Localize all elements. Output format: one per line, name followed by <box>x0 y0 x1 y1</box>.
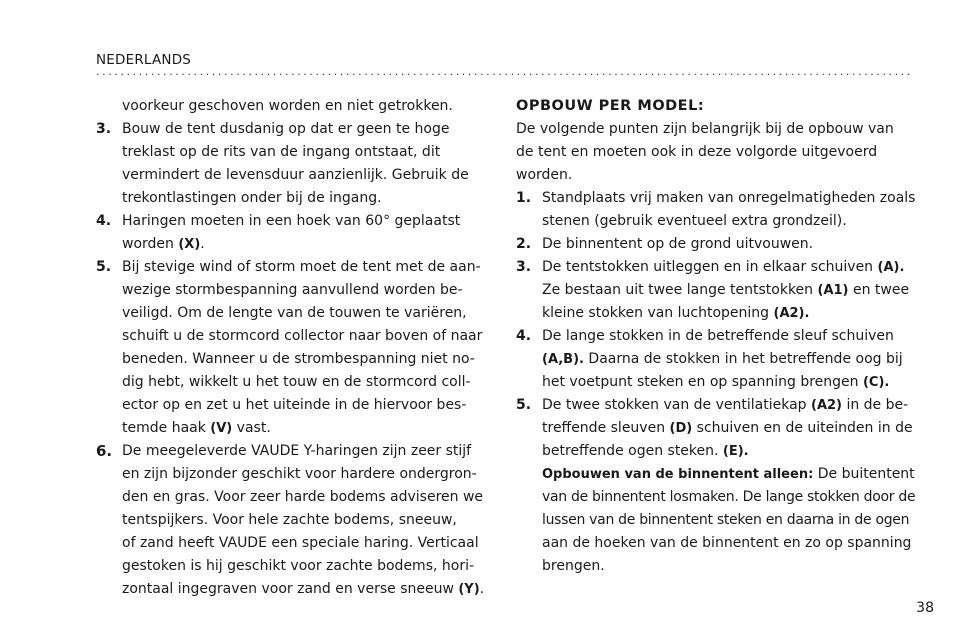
text-line <box>542 279 921 302</box>
text-line: Haringen moeten in een hoek van 60° geplaatst <box>122 213 461 229</box>
text-line: lussen van de binnentent steken en daarna in de ogen <box>542 512 910 528</box>
text-line: van de binnentent losmaken. De lange stokken door de <box>542 489 916 505</box>
item-number: 6. <box>96 442 113 460</box>
text-line: stenen (gebruik eventueel extra grondzeil). <box>542 213 847 229</box>
text-line: en zijn bijzonder geschikt voor hardere ondergron- <box>122 466 477 482</box>
text-run: kleine stokken van luchtopening <box>542 305 774 321</box>
intro-line: worden. <box>516 167 573 183</box>
list-item-3 <box>516 256 921 325</box>
text-run: en twee <box>848 282 910 298</box>
text-run: het voetpunt steken en op spanning brengen <box>542 374 863 390</box>
text-run: worden <box>122 236 179 252</box>
text-line: De binnentent op de grond uitvouwen. <box>542 236 814 252</box>
text-line: beneden. Wanneer u de strombespanning niet no- <box>122 351 475 367</box>
figure-reference: (A2). <box>773 306 810 321</box>
item-number: 5. <box>516 397 532 413</box>
text-line: veiligd. Om de lengte van de touwen te variëren, <box>122 305 467 321</box>
text-line: Standplaats vrij maken van onregelmatigheden zoals <box>542 190 916 206</box>
subheading-inline: Opbouwen van de binnentent alleen: <box>542 467 814 482</box>
text-run: Ze bestaan uit twee lange tentstokken <box>542 282 818 298</box>
text-line: aan de hoeken van de binnentent en zo op spanning <box>542 535 912 551</box>
text-run: De tentstokken uitleggen en in elkaar schuiven <box>542 259 878 275</box>
text-line: wezige stormbespanning aanvullend worden be- <box>122 282 463 298</box>
item-number: 4. <box>516 328 532 344</box>
text-line: of zand heeft VAUDE een speciale haring. Verticaal <box>122 535 479 551</box>
right-column <box>516 95 921 578</box>
text-line: gestoken is hij geschikt voor zachte bodems, hori- <box>122 558 475 574</box>
figure-reference: (Y) <box>458 582 480 597</box>
text-run: vast. <box>232 420 271 436</box>
text-run: betreffende ogen steken. <box>542 443 723 459</box>
text-line <box>542 302 921 325</box>
text-line <box>542 394 921 417</box>
text-line <box>542 463 921 486</box>
text-run: . <box>479 581 485 597</box>
list-item-1 <box>516 187 921 233</box>
text-line: Bouw de tent dusdanig op dat er geen te hoge <box>122 121 450 137</box>
text-run: De twee stokken van de ventilatiekap <box>542 397 811 413</box>
text-line: treklast op de rits van de ingang ontstaat, dit <box>122 144 441 160</box>
section-heading: OPBOUW PER MODEL: <box>516 98 705 114</box>
list-item-5 <box>516 394 921 578</box>
item-number: 1. <box>516 190 532 206</box>
item-number: 5. <box>96 259 112 275</box>
text-line: trekontlastingen onder bij de ingang. <box>122 190 382 206</box>
text-line <box>122 578 488 601</box>
figure-reference: (E). <box>722 444 749 459</box>
text-line <box>542 256 921 279</box>
item-number: 3. <box>96 121 112 137</box>
text-line <box>122 233 488 256</box>
list-item-4 <box>516 325 921 394</box>
text-line: De lange stokken in de betreffende sleuf schuiven <box>542 328 894 344</box>
item-number: 3. <box>516 259 532 275</box>
figure-reference: (A1) <box>817 283 849 298</box>
figure-reference: (A). <box>877 260 905 275</box>
figure-reference: (X) <box>178 237 201 252</box>
section-language-label: NEDERLANDS <box>96 52 192 68</box>
item-number: 2. <box>516 236 532 252</box>
text-line: ector op en zet u het uiteinde in de hiervoor bes- <box>122 397 467 413</box>
text-run: Daarna de stokken in het betreffende oog bij <box>583 351 903 367</box>
list-item-6 <box>96 440 488 601</box>
figure-reference: (A,B). <box>542 352 584 367</box>
text-line: vermindert de levensduur aanzienlijk. Gebruik de <box>122 167 469 183</box>
dotted-rule: ...................................................................................................................................... <box>96 65 913 78</box>
text-run: treffende sleuven <box>542 420 670 436</box>
list-item-2 <box>516 233 921 256</box>
text-line <box>122 417 488 440</box>
text-run: De buitentent <box>813 466 915 482</box>
text-line: voorkeur geschoven worden en niet getrokken. <box>122 98 453 114</box>
figure-reference: (V) <box>210 421 233 436</box>
intro-line: de tent en moeten ook in deze volgorde uitgevoerd <box>516 144 878 160</box>
text-run: temde haak <box>122 420 211 436</box>
text-run: . <box>200 236 205 252</box>
text-line <box>542 348 921 371</box>
text-line: den en gras. Voor zeer harde bodems adviseren we <box>122 489 484 505</box>
text-line: brengen. <box>542 558 605 574</box>
text-line <box>542 440 921 463</box>
text-run: zontaal ingegraven voor zand en verse sneeuw <box>122 581 459 597</box>
text-line: tentspijkers. Voor hele zachte bodems, sneeuw, <box>122 512 457 528</box>
text-line <box>542 417 921 440</box>
text-run: schuiven en de uiteinden in de <box>692 420 913 436</box>
list-item-3 <box>96 118 488 210</box>
list-item-5 <box>96 256 488 440</box>
text-line <box>542 371 921 394</box>
left-column <box>96 95 488 601</box>
item-number: 4. <box>96 213 112 229</box>
intro-line: De volgende punten zijn belangrijk bij de opbouw van <box>516 121 894 137</box>
page-number: 38 <box>916 600 934 616</box>
text-line: dig hebt, wikkelt u het touw en de stormcord coll- <box>122 374 471 390</box>
figure-reference: (A2) <box>811 398 842 413</box>
text-line: schuift u de stormcord collector naar boven of naar <box>122 328 483 344</box>
list-item-continuation <box>96 95 488 118</box>
figure-reference: (C). <box>862 375 890 390</box>
text-line: De meegeleverde VAUDE Y-haringen zijn zeer stijf <box>122 443 472 459</box>
list-item-4 <box>96 210 488 256</box>
text-run: in de be- <box>842 397 909 413</box>
text-line: Bij stevige wind of storm moet de tent met de aan- <box>122 259 481 275</box>
figure-reference: (D) <box>669 421 693 436</box>
